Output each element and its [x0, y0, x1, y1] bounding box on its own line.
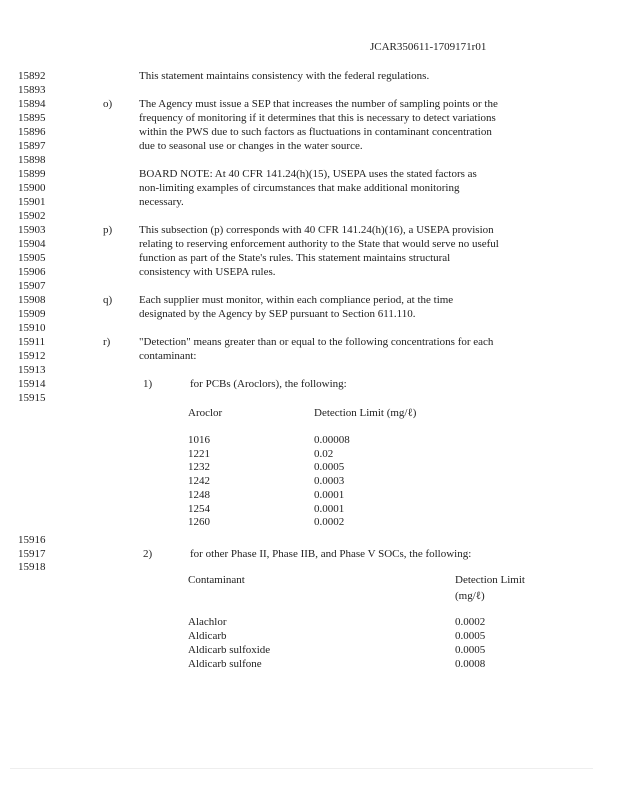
- paragraph-line: The Agency must issue a SEP that increases the number of sampling points or the: [139, 98, 498, 110]
- table-cell-limit: 0.0005: [455, 630, 486, 642]
- line-number: 15909: [18, 308, 46, 320]
- table-cell-limit: 0.02: [314, 447, 334, 460]
- line-number: 15895: [18, 112, 46, 124]
- paragraph-line: Each supplier must monitor, within each compliance period, at the time: [139, 294, 454, 306]
- paragraph-line: This statement maintains consistency with the federal regulations.: [139, 70, 430, 82]
- table-cell-limit: 0.0003: [314, 475, 345, 488]
- item-label: q): [103, 294, 113, 306]
- line-number: 15905: [18, 252, 46, 264]
- line-number: 15908: [18, 294, 46, 306]
- line-number: 15893: [18, 84, 46, 96]
- paragraph-line: function as part of the State's rules. This statement maintains structural: [139, 252, 451, 264]
- table-header-detection-limit: Detection Limit: [455, 574, 525, 586]
- paragraph-line: for other Phase II, Phase IIB, and Phase V SOCs, the following:: [190, 547, 472, 560]
- line-number: 15912: [18, 350, 46, 362]
- paragraph-line: necessary.: [139, 196, 184, 208]
- table-cell-limit: 0.00008: [314, 434, 350, 446]
- paragraph-line: for PCBs (Aroclors), the following:: [190, 378, 347, 390]
- line-number: 15907: [18, 280, 46, 292]
- line-number: 15896: [18, 126, 46, 138]
- table-cell-limit: 0.0005: [455, 644, 486, 656]
- paragraph-line: contaminant:: [139, 350, 197, 362]
- line-number: 15918: [18, 561, 46, 573]
- table-header-unit: (mg/ℓ): [455, 590, 485, 602]
- paragraph-line: frequency of monitoring if it determines that this is necessary to detect variations: [139, 112, 496, 124]
- table-cell-aroclor: 1242: [188, 475, 210, 488]
- table-cell-contaminant: Aldicarb sulfone: [188, 658, 262, 670]
- table-header-aroclor: Aroclor: [188, 407, 223, 419]
- table-cell-limit: 0.0002: [455, 616, 486, 628]
- table-cell-aroclor: 1232: [188, 461, 210, 474]
- paragraph-line: designated by the Agency by SEP pursuant to Section 611.110.: [139, 308, 416, 320]
- line-number: 15897: [18, 140, 46, 152]
- line-number: 15904: [18, 238, 46, 250]
- line-number: 15892: [18, 70, 46, 82]
- line-number: 15894: [18, 98, 46, 110]
- line-number: 15900: [18, 182, 46, 194]
- table-header-detection-limit: Detection Limit (mg/ℓ): [314, 407, 417, 419]
- table-cell-aroclor: 1248: [188, 488, 210, 501]
- line-number: 15902: [18, 210, 46, 222]
- item-label: 1): [143, 378, 153, 390]
- table-cell-aroclor: 1221: [188, 447, 210, 460]
- paragraph-line: due to seasonal use or changes in the water source.: [139, 140, 363, 152]
- table-cell-limit: 0.0005: [314, 461, 345, 474]
- line-number: 15913: [18, 364, 46, 376]
- table-cell-contaminant: Alachlor: [188, 616, 227, 628]
- table-cell-contaminant: Aldicarb: [188, 630, 227, 642]
- item-label: p): [103, 224, 113, 236]
- item-label: 2): [143, 547, 153, 560]
- paragraph-line: BOARD NOTE: At 40 CFR 141.24(h)(15), USEPA uses the stated factors as: [139, 168, 477, 180]
- line-number: 15915: [18, 392, 46, 404]
- table-cell-aroclor: 1016: [188, 434, 210, 446]
- line-number: 15899: [18, 168, 46, 180]
- table-header-contaminant: Contaminant: [188, 574, 245, 586]
- table-cell-aroclor: 1260: [188, 516, 210, 529]
- line-number: 15910: [18, 322, 46, 334]
- paragraph-line: consistency with USEPA rules.: [139, 266, 276, 278]
- paragraph-line: This subsection (p) corresponds with 40 CFR 141.24(h)(16), a USEPA provision: [139, 224, 494, 236]
- table-cell-limit: 0.0002: [314, 516, 345, 529]
- item-label: r): [103, 336, 111, 348]
- paragraph-line: within the PWS due to such factors as fluctuations in contaminant concentration: [139, 126, 492, 138]
- line-number: 15917: [18, 547, 46, 560]
- line-number: 15906: [18, 266, 46, 278]
- line-number: 15901: [18, 196, 46, 208]
- line-number: 15903: [18, 224, 46, 236]
- table-cell-contaminant: Aldicarb sulfoxide: [188, 644, 271, 656]
- item-label: o): [103, 98, 113, 110]
- paragraph-line: relating to reserving enforcement authority to the State that would serve no useful: [139, 238, 499, 250]
- table-cell-aroclor: 1254: [188, 502, 210, 515]
- paragraph-line: non-limiting examples of circumstances that make additional monitoring: [139, 182, 460, 194]
- table-cell-limit: 0.0001: [314, 488, 345, 501]
- line-number: 15898: [18, 154, 46, 166]
- table-cell-limit: 0.0008: [455, 658, 486, 670]
- line-number: 15914: [18, 378, 46, 390]
- page-bottom-divider: [10, 768, 593, 769]
- line-number: 15911: [18, 336, 46, 348]
- document-id-header: JCAR350611-1709171r01: [370, 41, 487, 53]
- line-number: 15916: [18, 534, 46, 546]
- paragraph-line: "Detection" means greater than or equal to the following concentrations for each: [139, 336, 494, 348]
- table-cell-limit: 0.0001: [314, 502, 345, 515]
